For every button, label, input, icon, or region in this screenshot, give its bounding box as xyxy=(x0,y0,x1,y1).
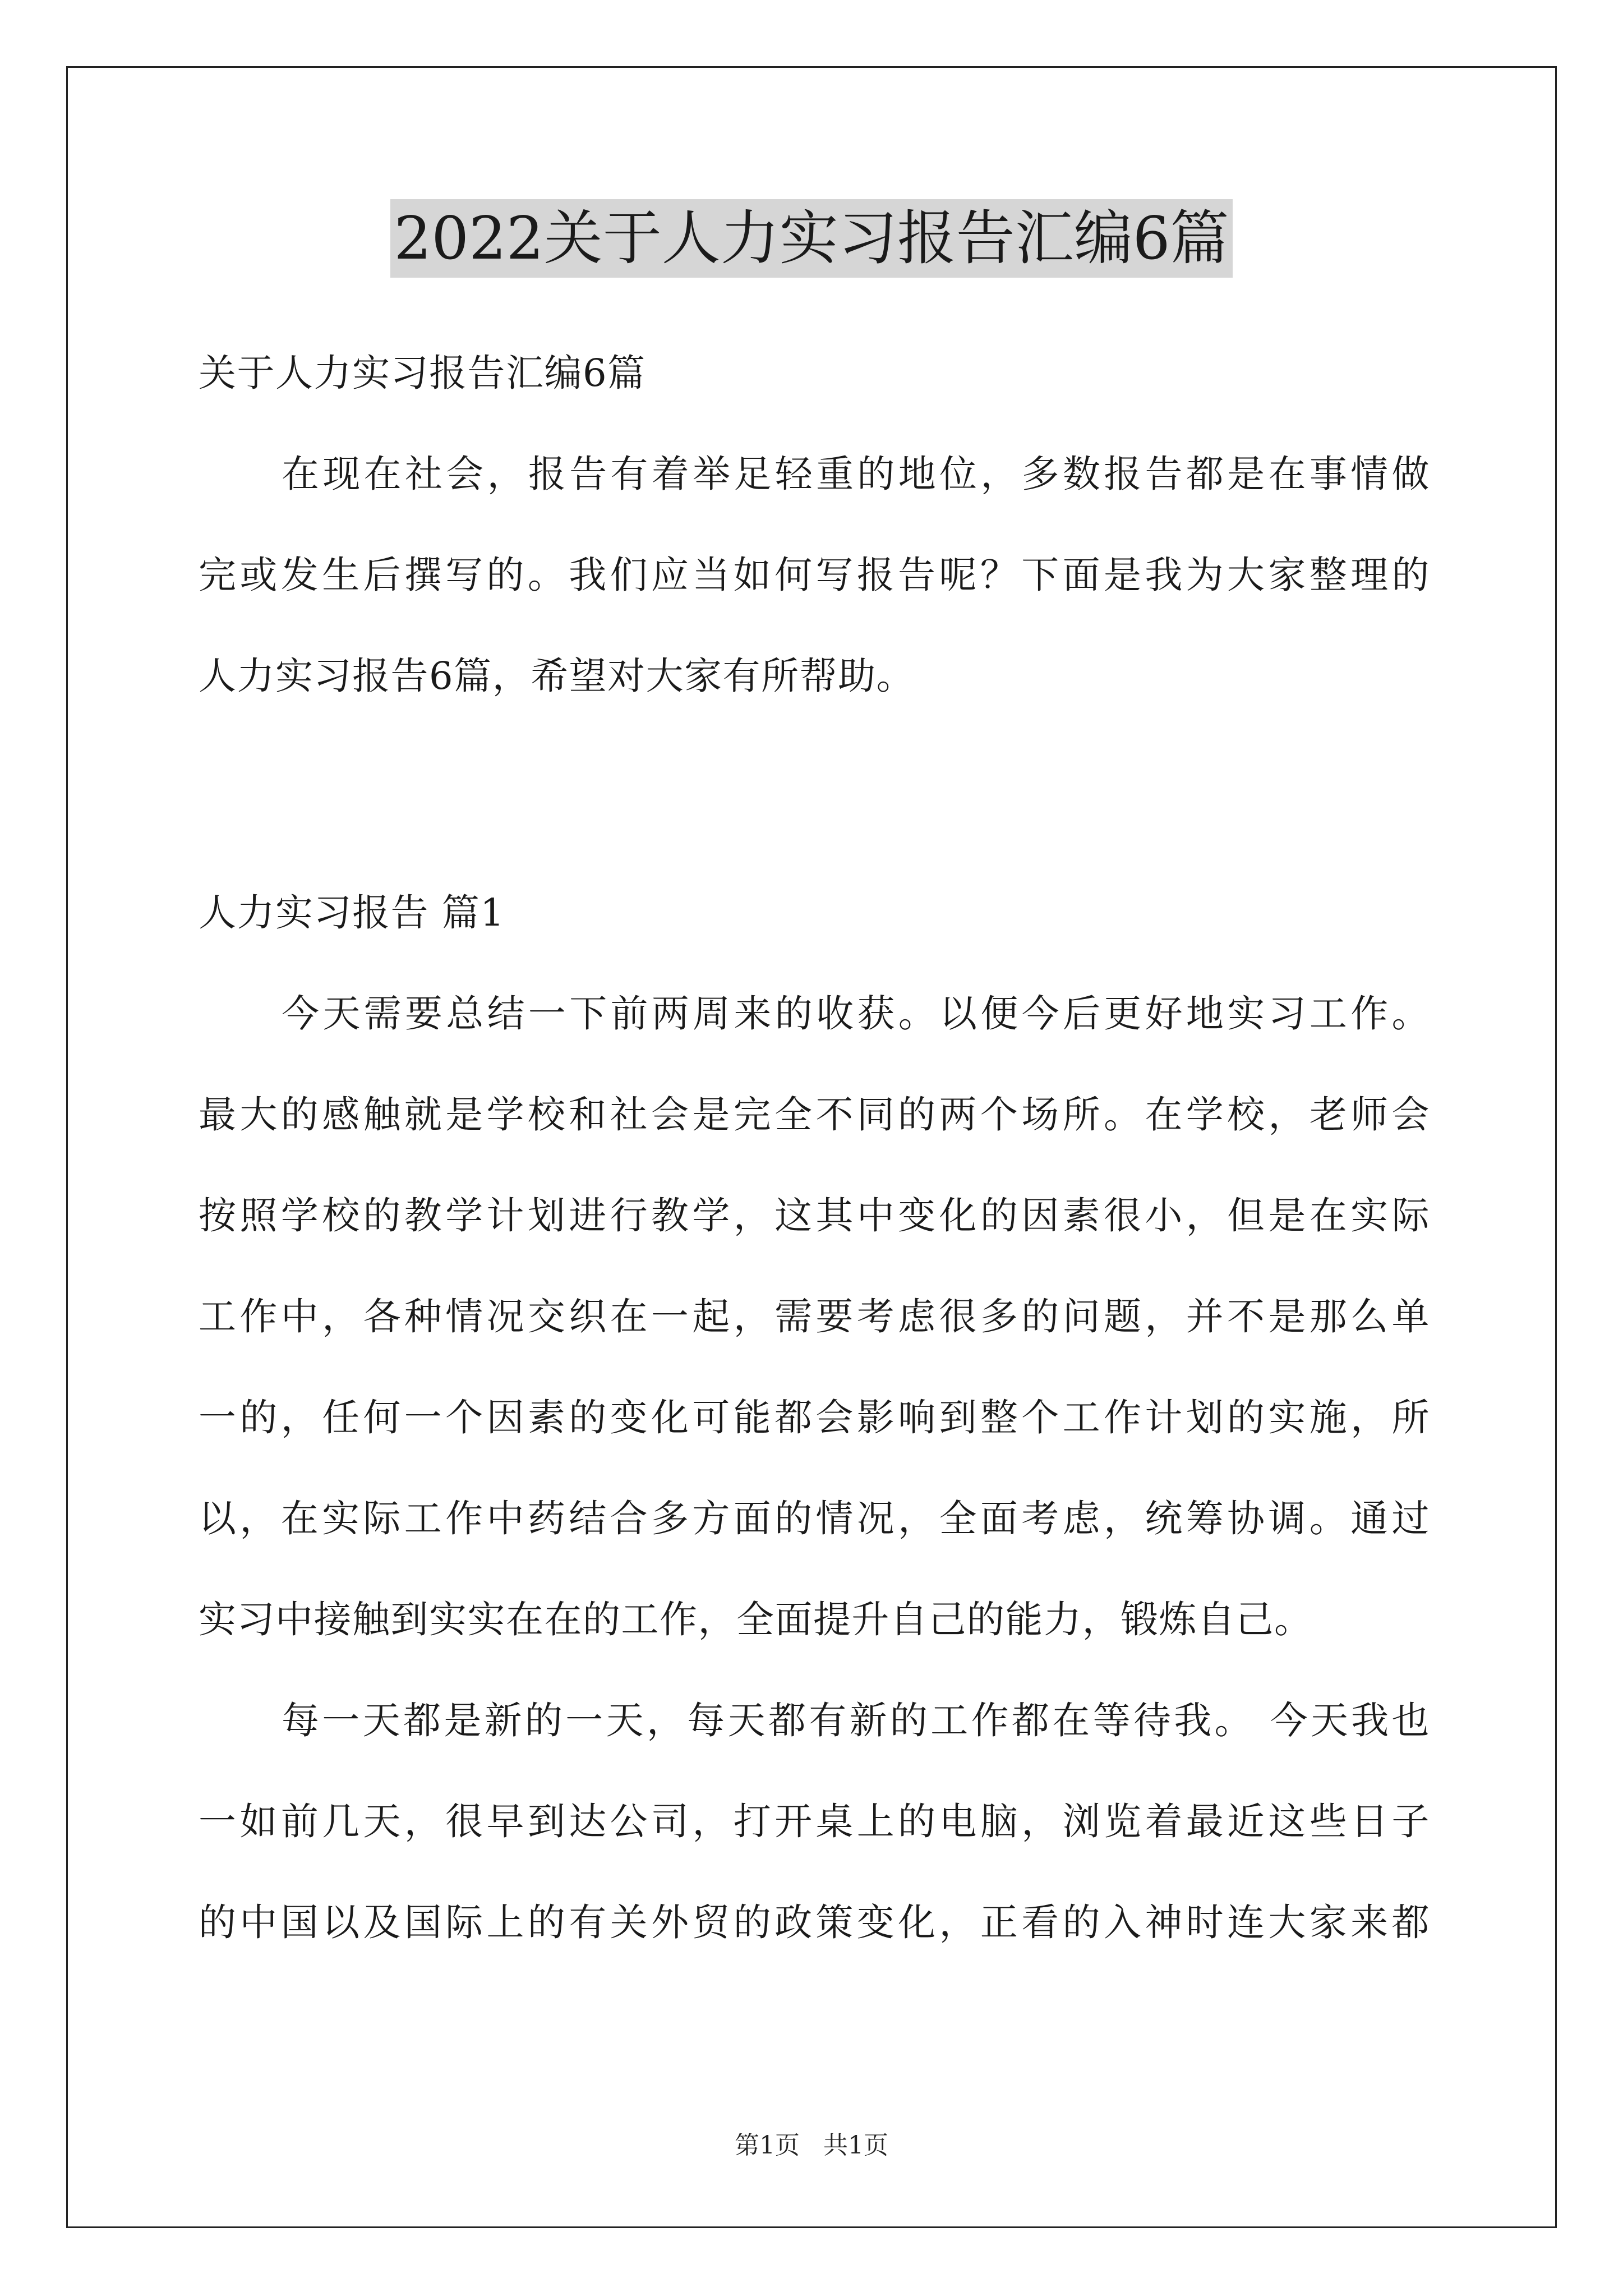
subtitle-line: 关于人力实习报告汇编6篇 xyxy=(199,351,646,395)
section-heading: 人力实习报告 篇1 xyxy=(199,891,505,935)
paragraph-line: 一如前几天，很早到达公司，打开桌上的电脑，浏览着最近这些日子 xyxy=(199,1800,1430,1843)
page-number-total: 共1页 xyxy=(823,2131,888,2160)
paragraph-line: 的中国以及国际上的有关外贸的政策变化，正看的入神时连大家来都 xyxy=(199,1901,1430,1944)
document-title: 2022关于人力实习报告汇编6篇 xyxy=(390,199,1232,278)
paragraph-line: 完或发生后撰写的。我们应当如何写报告呢？下面是我为大家整理的 xyxy=(199,553,1430,597)
paragraph-line: 以，在实际工作中药结合多方面的情况，全面考虑，统筹协调。通过 xyxy=(199,1497,1430,1540)
paragraph-line: 实习中接触到实实在在的工作，全面提升自己的能力，锻炼自己。 xyxy=(199,1598,1313,1641)
paragraph-line: 按照学校的教学计划进行教学，这其中变化的因素很小，但是在实际 xyxy=(199,1194,1430,1237)
paragraph-line: 每一天都是新的一天，每天都有新的工作都在等待我。 今天我也 xyxy=(282,1699,1430,1742)
page-number-current: 第1页 xyxy=(735,2131,800,2160)
paragraph-line: 工作中，各种情况交织在一起，需要考虑很多的问题，并不是那么单 xyxy=(199,1295,1430,1338)
title-container xyxy=(0,199,1623,278)
paragraph-line: 人力实习报告6篇，希望对大家有所帮助。 xyxy=(199,654,915,698)
paragraph-line: 最大的感触就是学校和社会是完全不同的两个场所。在学校，老师会 xyxy=(199,1093,1430,1137)
paragraph-line: 在现在社会，报告有着举足轻重的地位，多数报告都是在事情做 xyxy=(282,452,1430,496)
paragraph-line: 一的，任何一个因素的变化可能都会影响到整个工作计划的实施，所 xyxy=(199,1396,1430,1439)
page-footer xyxy=(0,2129,1623,2162)
paragraph-line: 今天需要总结一下前两周来的收获。以便今后更好地实习工作。 xyxy=(282,992,1430,1036)
